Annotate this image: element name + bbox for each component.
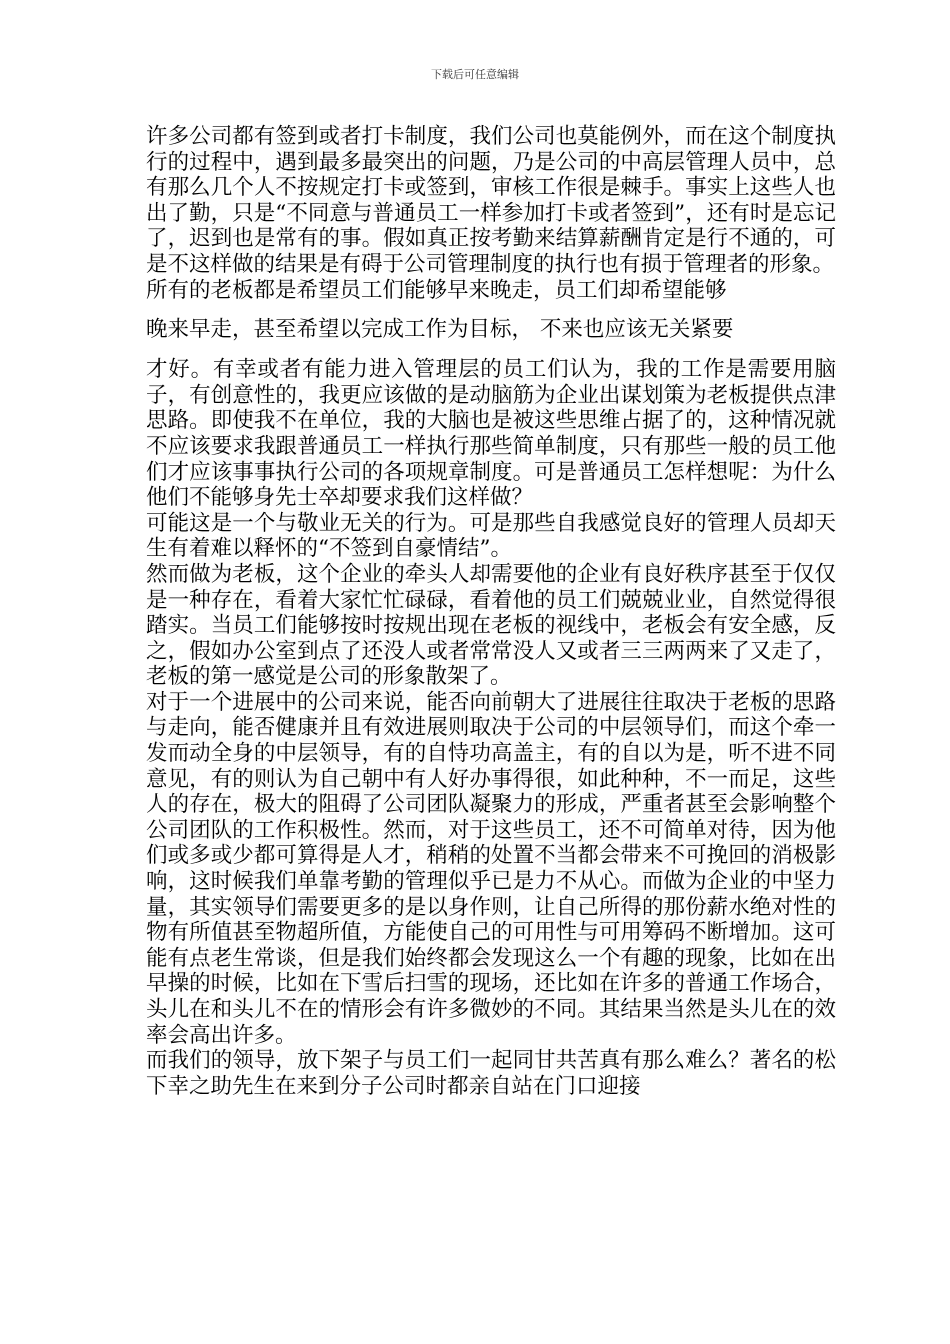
paragraph-1: 许多公司都有签到或者打卡制度，我们公司也莫能例外，而在这个制度执行的过程中，遇到最多最突出的问题，乃是公司的中高层管理人员中，总有那么几个人不按规定打卡或签到，审核工作很是棘手。事实上这些人也出了勤，只是“不同意与普通员工一样参加打卡或者签到”，还有时是忘记了，迟到也是常有的事。假如真正按考勤来结算薪酬肯定是行不通的，可是不这样做的结果是有碍于公司管理制度的执行也有损于管理者的形象。 bbox=[146, 124, 836, 277]
document-body bbox=[146, 124, 836, 1099]
paragraph-4: 然而做为老板，这个企业的牵头人却需要他的企业有良好秩序甚至于仅仅是一种存在，看着大家忙忙碌碌，看着他的员工们兢兢业业，自然觉得很踏实。当员工们能够按时按规出现在老板的视线中，老板会有安全感，反之，假如办公室到点了还没人或者常常没人又或者三三两两来了又走了，老板的第一感觉是公司的形象散架了。 bbox=[146, 561, 836, 690]
paragraph-2-line-3: 才好。有幸或者有能力进入管理层的员工们认为，我的工作是需要用脑子，有创意性的，我更应该做的是动脑筋为企业出谋划策为老板提供点津思路。即使我不在单位，我的大脑也是被这些思维占据了的，这种情况就不应该要求我跟普通员工一样执行那些简单制度，只有那些一般的员工他们才应该事事执行公司的各项规章制度。可是普通员工怎样想呢：为什么他们不能够身先士卒却要求我们这样做？ bbox=[146, 357, 836, 511]
paragraph-5: 对于一个进展中的公司来说，能否向前朝大了进展往往取决于老板的思路与走向，能否健康并且有效进展则取决于公司的中层领导们，而这个牵一发而动全身的中层领导，有的自恃功高盖主，有的自以为是，听不进不同意见，有的则认为自己朝中有人好办事得很，如此种种，不一而足，这些人的存在，极大的阻碍了公司团队凝聚力的形成，严重者甚至会影响整个公司团队的工作积极性。然而，对于这些员工，还不可简单对待，因为他们或多或少都可算得是人才，稍稍的处置不当都会带来不可挽回的消极影响，这时候我们单靠考勤的管理似乎已是力不从心。而做为企业的中坚力量，其实领导们需要更多的是以身作则，让自己所得的那份薪水绝对性的物有所值甚至物超所值，方能使自己的可用性与可用筹码不断增加。这可能有点老生常谈，但是我们始终都会发现这么一个有趣的现象，比如在出早操的时候，比如在下雪后扫雪的现场，还比如在许多的普通工作场合，头儿在和头儿不在的情形会有许多微妙的不同。其结果当然是头儿在的效率会高出许多。 bbox=[146, 689, 836, 1048]
page-header: 下载后可任意编辑 bbox=[431, 68, 519, 81]
paragraph-2-line-1: 所有的老板都是希望员工们能够早来晚走，员工们却希望能够 bbox=[146, 277, 727, 303]
paragraph-6: 而我们的领导，放下架子与员工们一起同甘共苦真有那么难么？著名的松下幸之助先生在来到分子公司时都亲自站在门口迎接 bbox=[146, 1048, 836, 1099]
paragraph-3: 可能这是一个与敬业无关的行为。可是那些自我感觉良好的管理人员却天生有着难以释怀的“不签到自豪情结”。 bbox=[146, 510, 836, 562]
paragraph-2-line-2: 晚来早走，甚至希望以完成工作为目标， 不来也应该无关紧要 bbox=[146, 317, 734, 343]
